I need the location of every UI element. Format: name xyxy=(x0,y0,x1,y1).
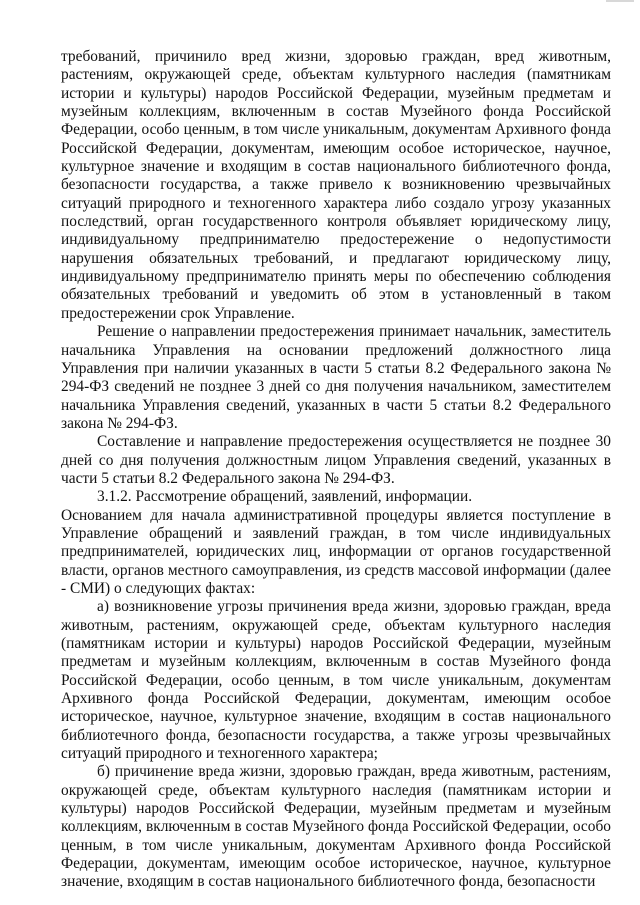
paragraph-warning-deadline: Составление и направление предостережения осуществляется не позднее 30 дней со дня получения должностным лицом Управления сведений, указанных в части 5 статьи 8.2 Федерального закона № 294-ФЗ. xyxy=(61,433,611,487)
paragraph-continuation: требований, причинило вред жизни, здоровью граждан, вред животным, растениям, окружающей среде, объектам культурного наследия (памятникам истории и культуры) народов Российской Федерации, музейным предметам и музейным коллекциям, включенным в состав Музейного фонда Российской Федерации, особо ценным, в том числе уникальным, документам Архивного фонда Российской Федерации, документам, имеющим особое историческое, научное, культурное значение и входящим в состав национального библиотечного фонда, безопасности государства, а также привело к возникновению чрезвычайных ситуаций природного и техногенного характера либо создало угрозу указанных последствий, орган государственного контроля объявляет юридическому лицу, индивидуальному предпринимателю предостережение о недопустимости нарушения обязательных требований, и предлагают юридическому лицу, индивидуальному предпринимателю принять меры по обеспечению соблюдения обязательных требований и уведомить об этом в установленный в таком предостережении срок Управление. xyxy=(61,48,611,322)
paragraph-procedure-basis: Основанием для начала административной процедуры является поступление в Управление обращений и заявлений граждан, в том числе индивидуальных предпринимателей, юридических лиц, информации от органов государственной власти, органов местного самоуправления, из средств массовой информации (далее - СМИ) о следующих фактах: xyxy=(61,506,611,597)
section-heading-3-1-2: 3.1.2. Рассмотрение обращений, заявлений, информации. xyxy=(97,488,473,506)
list-item-a: а) возникновение угрозы причинения вреда жизни, здоровью граждан, вреда животным, растениям, окружающей среде, объектам культурного наследия (памятникам истории и культуры) народов Российской Федерации, музейным предметам и музейным коллекциям, включенным в состав Музейного фонда Российской Федерации, особо ценным, в том числе уникальным, документам Архивного фонда Российской Федерации, документам, имеющим особое историческое, научное, культурное значение, входящим в состав национального библиотечного фонда, безопасности государства, а также угрозы чрезвычайных ситуаций природного и техногенного характера; xyxy=(61,598,611,763)
scan-edge-mark xyxy=(606,0,634,2)
list-item-b: б) причинение вреда жизни, здоровью граждан, вреда животным, растениям, окружающей среде, объектам культурного наследия (памятникам истории и культуры) народов Российской Федерации, музейным предметам и музейным коллекциям, включенным в состав Музейного фонда Российской Федерации, особо ценным, в том числе уникальным, документам Архивного фонда Российской Федерации, документам, имеющим особое историческое, научное, культурное значение, входящим в состав национального библиотечного фонда, безопасности xyxy=(61,763,611,891)
document-body xyxy=(61,48,611,892)
paragraph-warning-decision: Решение о направлении предостережения принимает начальник, заместитель начальника Управления на основании предложений должностного лица Управления при наличии указанных в части 5 статьи 8.2 Федерального закона № 294-ФЗ сведений не позднее 3 дней со дня получения начальником, заместителем начальника Управления сведений, указанных в части 5 статьи 8.2 Федерального закона № 294-ФЗ. xyxy=(61,323,611,432)
